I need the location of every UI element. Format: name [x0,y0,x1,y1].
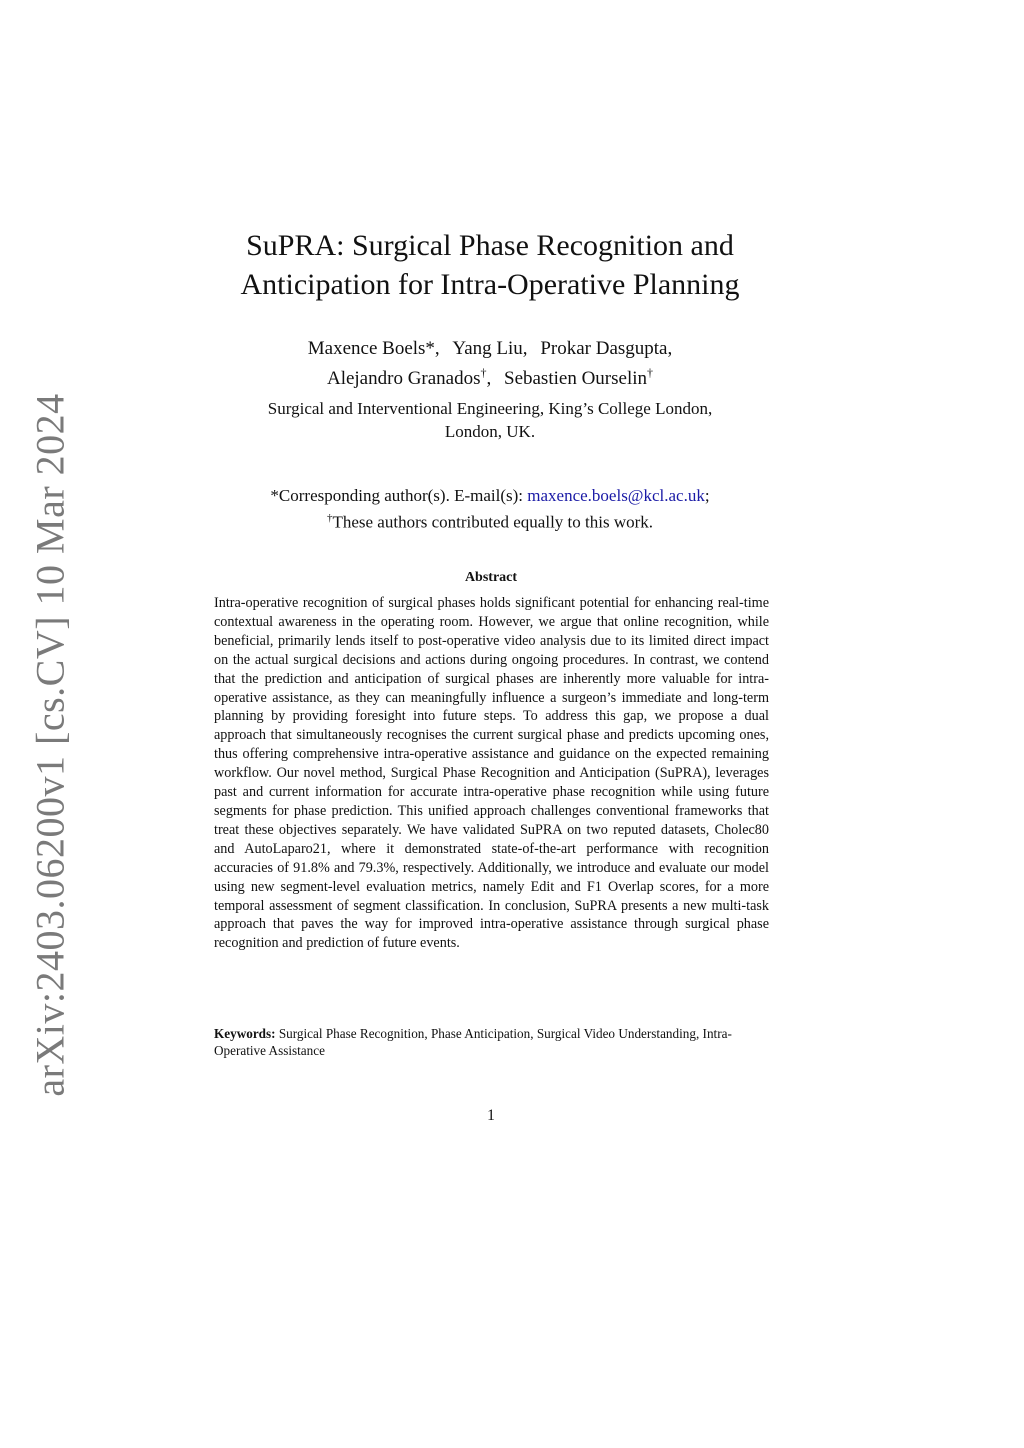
author-yang-liu: Yang Liu, [452,338,528,359]
arxiv-identifier: arXiv:2403.06200v1 [cs.CV] 10 Mar 2024 [27,393,73,1097]
dagger-mark: † [480,366,487,380]
author-name: Alejandro Granados [326,368,481,390]
paper-title [0,226,980,304]
correspondence-note [0,484,980,534]
author-separator: , [486,368,492,390]
author-prokar-dasgupta: Prokar Dasgupta, [540,338,673,359]
affiliation-line-2: London, UK. [444,422,536,441]
affiliation-line-1: Surgical and Interventional Engineering, King’s College London, [267,399,713,418]
author-name: Maxence Boels [307,338,426,359]
keywords-label: Keywords: [214,1026,276,1041]
author-alejandro-granados [327,368,491,389]
dagger-mark: † [326,512,333,524]
abstract-text: Intra-operative recognition of surgical phases holds significant potential for enhancing real-time contextual awareness in the operating room. However, we argue that online recognition, while beneficial, primarily lends itself to post-operative video analysis due to its limited direct impact on the actual surgical decisions and actions during ongoing procedures. In contrast, we contend that the prediction and anticipation of surgical phases are inherently more valuable for intra-operative assistance, as they can meaningfully influence a surgeon’s immediate and long-term planning by providing foresight into future steps. To address this gap, we propose a dual approach that simultaneously recognises the current surgical phase and predicts upcoming ones, thus offering comprehensive intra-operative assistance and guidance on the expected remaining workflow. Our novel method, Surgical Phase Recognition and Anticipation (SuPRA), leverages past and current information for accurate intra-operative phase recognition while using future segments for phase prediction. This unified approach challenges conventional frameworks that treat these objectives separately. We have validated SuPRA on two reputed datasets, Cholec80 and AutoLaparo21, where it demonstrated state-of-the-art performance with recognition accuracies of 91.8% and 79.3%, respectively. Additionally, we introduce and evaluate our model using new segment-level evaluation metrics, namely Edit and F1 Overlap scores, for a more temporal assessment of segment classification. In conclusion, SuPRA presents a new multi-task approach that paves the way for improved intra-operative assistance through surgical phase recognition and prediction of future events. [214,595,769,952]
page-number: 1 [487,1107,495,1124]
author-list [0,336,980,391]
author-name: Sebastien Ourselin [504,368,648,390]
corresponding-suffix: ; [704,486,710,505]
affiliation [0,397,980,443]
corresponding-author-line [0,484,980,507]
title-line-2: Anticipation for Intra-Operative Planning [240,268,740,301]
title-line-1: SuPRA: Surgical Phase Recognition and [246,229,734,262]
author-maxence-boels [308,338,440,359]
author-sebastien-ourselin [504,368,653,389]
author-mark: *, [425,338,440,359]
equal-contribution-text: These authors contributed equally to this work. [332,512,654,532]
author-line-1 [0,336,980,361]
equal-contribution-line [0,507,980,534]
keywords-text: Surgical Phase Recognition, Phase Anticipation, Surgical Video Understanding, Intra-Operative Assistance [214,1026,732,1058]
keywords [214,1025,769,1059]
abstract-heading: Abstract [464,570,518,585]
corresponding-prefix: *Corresponding author(s). E-mail(s): [270,486,528,505]
email-link[interactable]: maxence.boels@kcl.ac.uk [527,486,705,505]
dagger-mark: † [647,366,654,380]
author-line-2 [0,361,980,391]
